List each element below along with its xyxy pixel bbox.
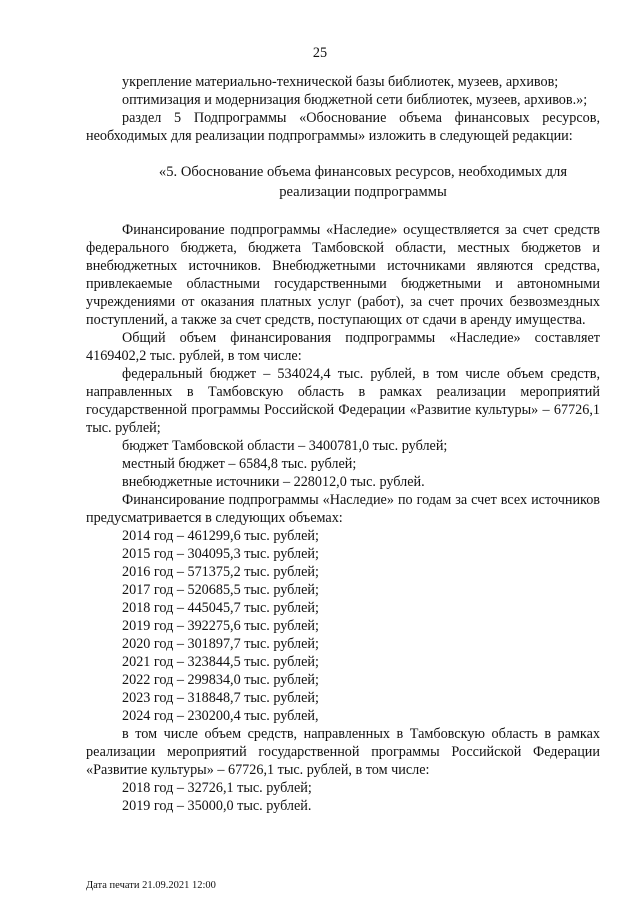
year-item: 2019 год – 392275,6 тыс. рублей; bbox=[122, 618, 319, 634]
year-item: 2022 год – 299834,0 тыс. рублей; bbox=[122, 672, 319, 688]
year-item: 2015 год – 304095,3 тыс. рублей; bbox=[122, 546, 319, 562]
intro-line-1: укрепление материально-технической базы библиотек, музеев, архивов; bbox=[122, 74, 559, 90]
year-item: 2016 год – 571375,2 тыс. рублей; bbox=[122, 564, 319, 580]
year-item: 2021 год – 323844,5 тыс. рублей; bbox=[122, 654, 319, 670]
year-item: 2018 год – 445045,7 тыс. рублей; bbox=[122, 600, 319, 616]
page-number: 25 bbox=[312, 45, 328, 61]
year-item: 2014 год – 461299,6 тыс. рублей; bbox=[122, 528, 319, 544]
intro-line-3: раздел 5 Подпрограммы «Обоснование объема финансовых ресурсов, необходимых для реализации подпрограммы» изложить в следующей редакции: bbox=[86, 110, 600, 144]
year-item: 2023 год – 318848,7 тыс. рублей; bbox=[122, 690, 319, 706]
paragraph-federal-budget: федеральный бюджет – 534024,4 тыс. рублей, в том числе объем средств, направленных в Тамбовскую область в рамках реализации мероприятий государственной программы Российской Федерации «Развитие культуры» – 67726,1 тыс. рублей; bbox=[86, 366, 600, 436]
paragraph-local-budget: местный бюджет – 6584,8 тыс. рублей; bbox=[122, 456, 357, 472]
year-item: 2017 год – 520685,5 тыс. рублей; bbox=[122, 582, 319, 598]
section-heading: «5. Обоснование объема финансовых ресурсов, необходимых для реализации подпрограммы bbox=[158, 164, 568, 200]
spacer bbox=[86, 202, 600, 221]
page-body bbox=[86, 73, 600, 815]
federal-years-list bbox=[86, 779, 600, 815]
year-item: 2024 год – 230200,4 тыс. рублей, bbox=[122, 708, 319, 724]
intro-line-2: оптимизация и модернизация бюджетной сети библиотек, музеев, архивов.»; bbox=[122, 92, 588, 108]
paragraph-extrabudgetary: внебюджетные источники – 228012,0 тыс. рублей. bbox=[122, 474, 425, 490]
federal-year-item: 2019 год – 35000,0 тыс. рублей. bbox=[122, 798, 312, 814]
paragraph-regional-budget: бюджет Тамбовской области – 3400781,0 тыс. рублей; bbox=[122, 438, 448, 454]
print-date-footer: Дата печати 21.09.2021 12:00 bbox=[86, 880, 216, 891]
years-list bbox=[86, 527, 600, 725]
federal-year-item: 2018 год – 32726,1 тыс. рублей; bbox=[122, 780, 312, 796]
paragraph-total-volume: Общий объем финансирования подпрограммы «Наследие» составляет 4169402,2 тыс. рублей, в том числе: bbox=[86, 330, 600, 364]
paragraph-financing-sources: Финансирование подпрограммы «Наследие» осуществляется за счет средств федерального бюджета, бюджета Тамбовской области, местных бюджетов и внебюджетных источников. Внебюджетными источниками являются средства, привлекаемые областными государственными бюджетными и автономными учреждениями от оказания платных услуг (работ), за счет прочих безвозмездных поступлений, а также за счет средств, поступающих от сдачи в аренду имущества. bbox=[86, 222, 600, 328]
year-item: 2020 год – 301897,7 тыс. рублей; bbox=[122, 636, 319, 652]
paragraph-by-years: Финансирование подпрограммы «Наследие» по годам за счет всех источников предусматривается в следующих объемах: bbox=[86, 492, 600, 526]
paragraph-federal-program-note: в том числе объем средств, направленных в Тамбовскую область в рамках реализации мероприятий государственной программы Российской Федерации «Развитие культуры» – 67726,1 тыс. рублей, в том числе: bbox=[86, 726, 600, 778]
